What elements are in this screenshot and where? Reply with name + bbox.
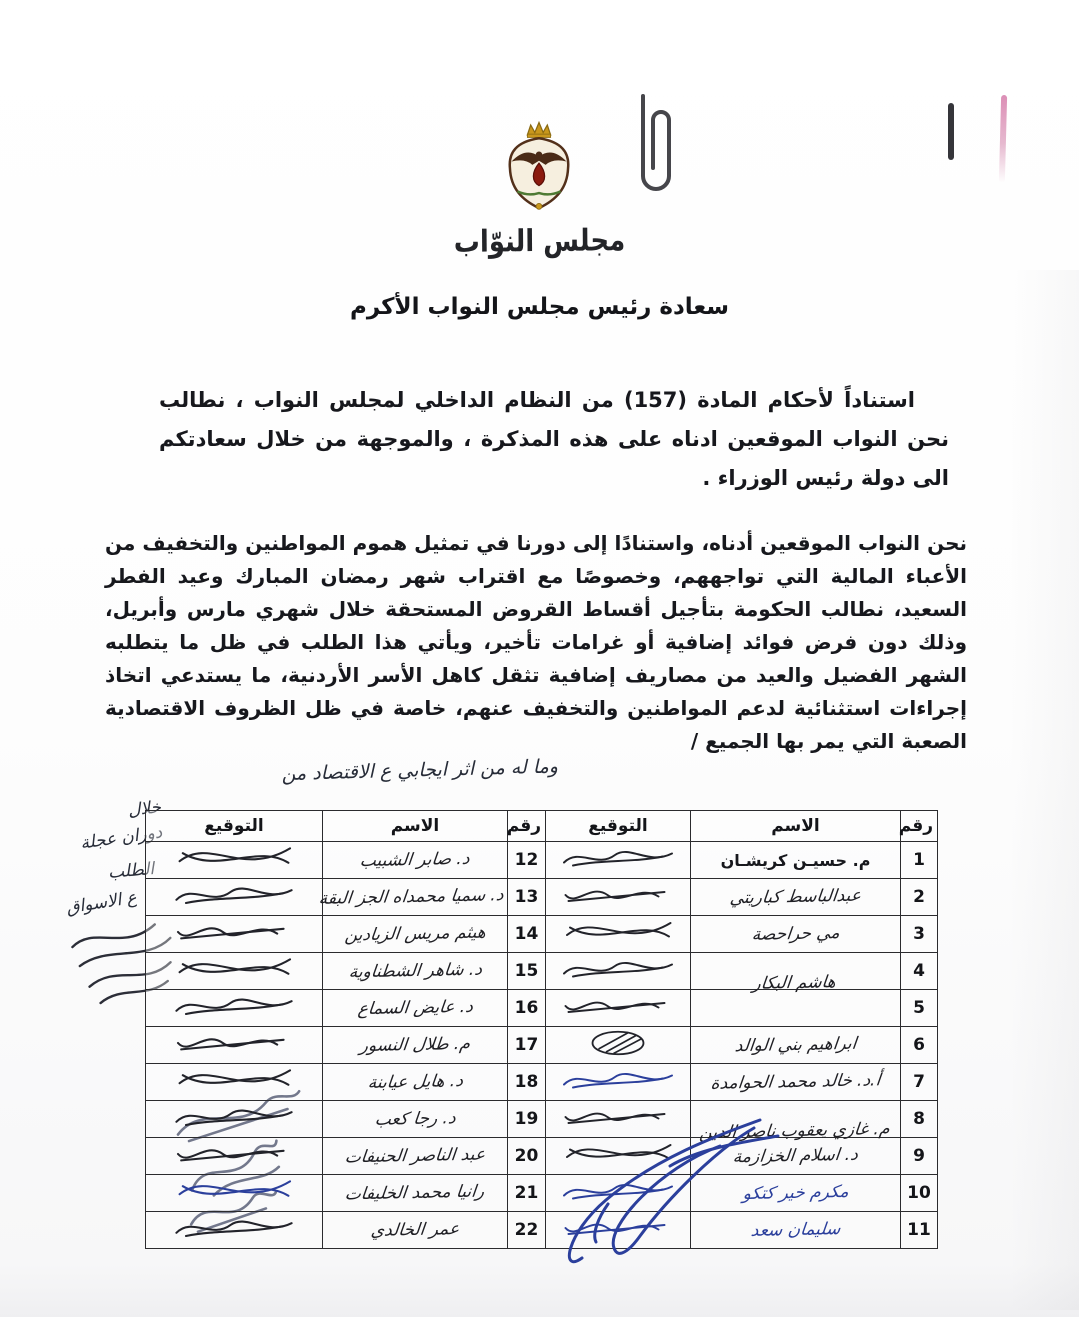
signature-cell — [146, 1138, 323, 1175]
signatories-table — [145, 810, 938, 1249]
row-number-cell: 14 — [508, 916, 546, 953]
row-number-cell: 12 — [508, 842, 546, 879]
signature-mark — [159, 953, 309, 985]
signatory-row — [146, 1027, 938, 1064]
signature-cell — [146, 953, 323, 990]
signature-cell — [546, 879, 691, 916]
signatory-name-cell — [323, 1138, 508, 1175]
signatory-name-cell — [691, 916, 901, 953]
signatory-name-cell — [323, 1101, 508, 1138]
signatory-name: أ.د. خالد محمد الحوامدة — [709, 1070, 882, 1094]
row-number-cell: 20 — [508, 1138, 546, 1175]
signature-mark — [159, 1064, 309, 1096]
table-header-row — [146, 811, 938, 842]
signature-mark — [558, 916, 678, 948]
row-number-cell: 2 — [901, 879, 938, 916]
row-number-cell: 6 — [901, 1027, 938, 1064]
signature-mark — [558, 990, 678, 1022]
scan-shadow — [1009, 270, 1079, 1310]
signatory-name-cell — [323, 990, 508, 1027]
row-number-cell: 13 — [508, 879, 546, 916]
signature-mark — [558, 953, 678, 985]
signatory-name-cell — [323, 1175, 508, 1212]
signature-cell — [146, 990, 323, 1027]
signature-mark — [159, 1212, 309, 1244]
signatory-name: د. سميا محمداه الجز البقة — [317, 885, 505, 909]
signatory-name-cell — [691, 953, 901, 994]
signature-mark — [159, 1101, 309, 1133]
row-number-cell: 15 — [508, 953, 546, 990]
signature-cell — [146, 1064, 323, 1101]
signature-cell — [146, 916, 323, 953]
signature-mark — [159, 990, 309, 1022]
signature-mark — [558, 1064, 678, 1096]
signature-cell — [546, 842, 691, 879]
signatory-row — [146, 953, 938, 990]
margin-note-word: الطلب — [107, 859, 155, 883]
signature-cell — [146, 1175, 323, 1212]
signature-mark — [159, 842, 309, 874]
row-number-cell: 18 — [508, 1064, 546, 1101]
pen-mark-line — [948, 103, 954, 160]
signatory-name: م. حسيـن كريشـان — [720, 850, 871, 870]
signatory-name-cell — [691, 842, 901, 879]
signatory-name: هيثم مريس الزيادين — [343, 922, 487, 946]
row-number-cell: 8 — [901, 1101, 938, 1138]
signatory-name-cell — [691, 1027, 901, 1064]
signature-cell — [146, 842, 323, 879]
pink-marker-line — [999, 95, 1007, 183]
signature-cell — [546, 1064, 691, 1101]
signatory-row — [146, 1101, 938, 1138]
row-number-cell: 11 — [901, 1212, 938, 1249]
signatory-name: رانيا محمد الخليفات — [344, 1181, 486, 1205]
signature-cell — [146, 1027, 323, 1064]
signatory-name: ابراهيم بني الوالد — [733, 1033, 858, 1057]
row-number-cell: 19 — [508, 1101, 546, 1138]
signatory-row — [146, 916, 938, 953]
signatory-name-cell — [691, 879, 901, 916]
signature-mark — [558, 1027, 678, 1059]
signatory-name-cell — [323, 842, 508, 879]
signature-mark — [558, 842, 678, 874]
signature-mark — [159, 916, 309, 948]
signatory-row — [146, 842, 938, 879]
signatory-name: عبد الناصر الحنيفات — [343, 1144, 487, 1168]
signatory-name: هاشم البكار — [751, 972, 837, 994]
signature-mark — [159, 1175, 309, 1207]
signature-mark — [159, 1138, 309, 1170]
column-header-sig: التوقيع — [546, 811, 691, 842]
column-header-sig: التوقيع — [146, 811, 323, 842]
salutation-title: سعادة رئيس مجلس النواب الأكرم — [349, 294, 730, 320]
signatory-name-cell — [317, 879, 508, 916]
row-number-cell: 10 — [901, 1175, 938, 1212]
signature-mark — [558, 879, 678, 911]
signatory-row — [146, 990, 938, 1027]
signatory-name: د. اسلام الخزازمة — [731, 1144, 860, 1168]
column-header-name: الاسم — [323, 811, 508, 842]
row-number-cell: 1 — [901, 842, 938, 879]
signatory-name: عمر الخالدي — [369, 1219, 461, 1241]
signatory-row — [146, 1064, 938, 1101]
signatories-rows — [146, 842, 938, 1249]
signatory-name: عبدالباسط كباريتي — [728, 885, 863, 909]
signatory-name-cell — [323, 1027, 508, 1064]
signatory-name-cell — [323, 1212, 508, 1249]
signatory-name-cell — [691, 1064, 901, 1101]
margin-note-word: دوران عجلة — [79, 822, 164, 854]
signatory-name: م. غازي يعقوب ناصر الدين — [698, 1119, 891, 1143]
row-number-cell: 16 — [508, 990, 546, 1027]
signatory-name: مي حراحصة — [750, 923, 841, 945]
paragraph-legal-basis: استناداً لأحكام المادة (157) من النظام الداخلي لمجلس النواب ، نطالب نحن النواب الموقعين ادناه على هذه المذكرة ، والموجهة من خلال سعادتكم الى دولة رئيس الوزراء . — [159, 388, 949, 490]
signatory-name-cell — [323, 953, 508, 990]
jordan-coat-of-arms-emblem — [497, 120, 581, 218]
row-number-cell: 22 — [508, 1212, 546, 1249]
signatory-name: مكرم خير كتكو — [741, 1181, 850, 1205]
signatory-name-cell — [323, 916, 508, 953]
signatory-row — [146, 1212, 938, 1249]
row-number-cell: 21 — [508, 1175, 546, 1212]
column-header-num: رقم — [901, 811, 938, 842]
signature-mark — [159, 1027, 309, 1059]
signatory-name-cell — [323, 1064, 508, 1101]
row-number-cell: 7 — [901, 1064, 938, 1101]
signature-cell — [146, 879, 323, 916]
row-number-cell: 5 — [901, 990, 938, 1027]
row-number-cell: 3 — [901, 916, 938, 953]
signatory-name: سليمان سعد — [749, 1219, 842, 1241]
signature-cell — [146, 1101, 323, 1138]
signature-cell — [546, 990, 691, 1027]
paperclip-icon — [628, 92, 680, 204]
signature-cell — [546, 1027, 691, 1064]
handwritten-addition: وما له من اثر ايجابي ع الاقتصاد من — [281, 755, 559, 786]
signatory-row — [146, 879, 938, 916]
signatory-name: د. رجا كعب — [373, 1108, 457, 1130]
margin-note-word: خلال — [127, 797, 162, 821]
signature-mark — [159, 879, 309, 911]
row-number-cell: 4 — [901, 953, 938, 990]
large-blue-signature — [548, 1108, 818, 1276]
row-number-cell: 9 — [901, 1138, 938, 1175]
column-header-num: رقم — [508, 811, 546, 842]
signature-cell — [146, 1212, 323, 1249]
signatory-name: د. صابر الشبيب — [359, 848, 471, 872]
parliament-logo-script: مجلس النوّاب — [453, 223, 626, 260]
margin-note-word: ع الاسواق — [64, 887, 139, 919]
signature-cell — [546, 953, 691, 990]
signatory-name-cell — [691, 990, 901, 1027]
paragraph-demand: نحن النواب الموقعين أدناه، واستنادًا إلى دورنا في تمثيل هموم المواطنين والتخفيف من الأعباء المالية التي تواجههم، وخصوصًا مع اقتراب شهر رمضان المبارك وعيد الفطر السعيد، نطالب الحكومة بتأجيل أقساط القروض المستحقة خلال شهري مارس وأبريل، وذلك دون فرض فوائد إضافية أو غرامات تأخير، ويأتي هذا الطلب في ظل ما يتطلبه الشهر الفضيل والعيد من مصاريف إضافية تثقل كاهل الأسر الأردنية، ما يستدعي اتخاذ إجراءات استثنائية لدعم المواطنين والتخفيف عنهم، خاصة في ظل الظروف الاقتصادية الصعبة التي يمر بها الجميع / — [105, 531, 967, 753]
signatory-row — [146, 1175, 938, 1212]
column-header-name: الاسم — [691, 811, 901, 842]
signatory-name: د. هايل عيابنة — [366, 1071, 464, 1093]
signatory-name: م. طلال النسور — [358, 1033, 472, 1057]
row-number-cell: 17 — [508, 1027, 546, 1064]
signatory-row — [146, 1138, 938, 1175]
signatory-name: د. شاهر الشطناوية — [347, 959, 483, 983]
signatory-name: د. عايض السماع — [356, 996, 474, 1020]
signature-cell — [546, 916, 691, 953]
